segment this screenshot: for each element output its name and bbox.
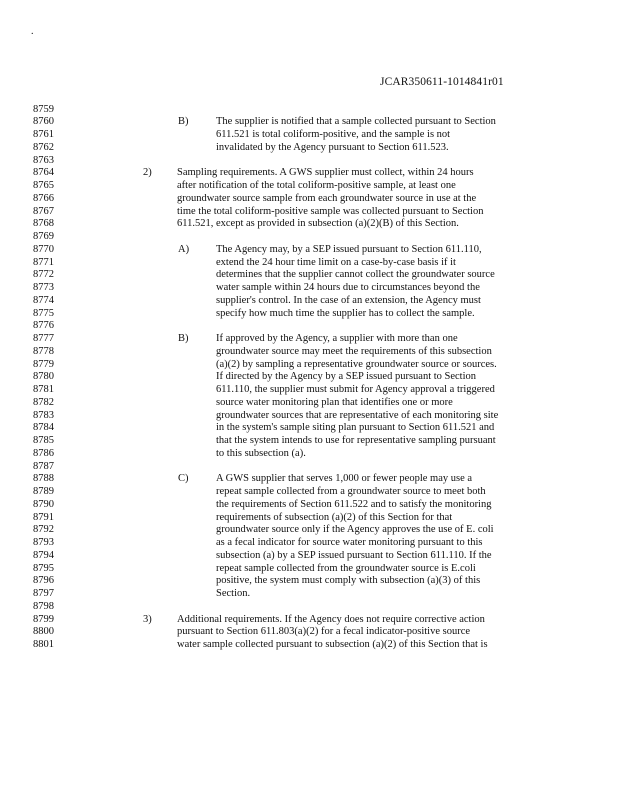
line-number: 8775	[33, 307, 54, 319]
line-number: 8785	[33, 435, 54, 446]
line-number: 8789	[33, 486, 54, 497]
line-number: 8794	[33, 549, 54, 561]
line-number: 8774	[33, 294, 54, 306]
line-number: 8765	[33, 180, 54, 191]
line-number: 8771	[33, 256, 54, 268]
text-line: (a)(2) by sampling a representative groundwater source or sources.	[216, 358, 497, 370]
paragraph-label: B)	[178, 116, 189, 128]
text-line: A GWS supplier that serves 1,000 or fewer people may use a	[216, 473, 473, 485]
paragraph-label: B)	[178, 333, 189, 344]
line-number: 8777	[33, 333, 54, 344]
text-line: repeat sample collected from the groundwater source is E.coli	[216, 562, 476, 574]
line-number: 8793	[33, 537, 54, 548]
text-line: If approved by the Agency, a supplier with more than one	[216, 333, 458, 344]
line-number: 8782	[33, 396, 54, 408]
text-line: extend the 24 hour time limit on a case-by-case basis if it	[216, 256, 456, 268]
line-number: 8796	[33, 575, 54, 587]
text-line: as a fecal indicator for source water monitoring pursuant to this	[216, 537, 483, 548]
line-number: 8764	[33, 167, 54, 179]
text-line: The Agency may, by a SEP issued pursuant to Section 611.110,	[216, 243, 482, 255]
text-line: to this subsection (a).	[216, 447, 306, 459]
text-line: If directed by the Agency by a SEP issued pursuant to Section	[216, 371, 477, 383]
paragraph-label: 3)	[143, 613, 152, 625]
document-header: JCAR350611-1014841r01	[380, 76, 504, 88]
text-line: 611.521 is total coliform-positive, and the sample is not	[216, 129, 451, 140]
text-line: positive, the system must comply with subsection (a)(3) of this	[216, 575, 481, 587]
line-number: 8791	[33, 511, 54, 523]
line-number: 8781	[33, 384, 54, 395]
line-number: 8798	[33, 600, 54, 612]
line-number: 8767	[33, 205, 54, 217]
line-number: 8768	[33, 218, 54, 230]
text-line: the requirements of Section 611.522 and to satisfy the monitoring	[216, 498, 492, 510]
line-number: 8778	[33, 345, 54, 357]
text-line: in the system's sample siting plan pursuant to Section 611.521 and	[216, 422, 495, 434]
line-number: 8759	[33, 103, 54, 115]
text-line: supplier's control. In the case of an extension, the Agency must	[216, 294, 481, 306]
text-line: subsection (a) by a SEP issued pursuant to Section 611.110. If the	[216, 549, 492, 561]
line-number: 8801	[33, 639, 54, 650]
text-line: source water monitoring plan that identifies one or more	[216, 396, 453, 408]
line-number: 8797	[33, 588, 54, 599]
line-number: 8763	[33, 154, 54, 166]
line-number: 8787	[33, 460, 54, 472]
paragraph-label: 2)	[143, 167, 152, 179]
line-number: 8762	[33, 141, 54, 153]
paragraph-label: C)	[178, 473, 189, 485]
text-line: groundwater source may meet the requirements of this subsection	[216, 345, 492, 357]
text-line: water sample within 24 hours due to circumstances beyond the	[216, 282, 480, 293]
line-number: 8761	[33, 129, 54, 140]
text-line: repeat sample collected from a groundwater source to meet both	[216, 486, 486, 497]
line-number: 8770	[33, 243, 54, 255]
paragraph-label: A)	[178, 243, 190, 255]
line-number: 8790	[33, 498, 54, 510]
line-number: 8792	[33, 524, 54, 536]
text-line: invalidated by the Agency pursuant to Section 611.523.	[216, 141, 449, 153]
line-number: 8769	[33, 231, 54, 242]
line-number: 8760	[33, 116, 54, 128]
text-line: groundwater sources that are representative of each monitoring site	[216, 409, 499, 421]
text-line: 611.521, except as provided in subsection (a)(2)(B) of this Section.	[177, 218, 459, 230]
text-line: pursuant to Section 611.803(a)(2) for a fecal indicator-positive source	[177, 626, 471, 638]
stray-mark: .	[31, 26, 34, 37]
line-number: 8786	[33, 447, 54, 459]
line-number: 8788	[33, 473, 54, 485]
line-number: 8780	[33, 371, 54, 383]
line-number: 8776	[33, 320, 54, 332]
line-number: 8784	[33, 422, 54, 434]
text-line: The supplier is notified that a sample collected pursuant to Section	[216, 116, 496, 128]
text-line: Additional requirements. If the Agency does not require corrective action	[177, 613, 485, 625]
text-line: groundwater source only if the Agency approves the use of E. coli	[216, 524, 494, 536]
text-line: determines that the supplier cannot collect the groundwater source	[216, 269, 495, 281]
line-number: 8772	[33, 269, 54, 281]
line-number: 8795	[33, 562, 54, 574]
text-line: time the total coliform-positive sample was collected pursuant to Section	[177, 205, 484, 217]
text-line: that the system intends to use for representative sampling pursuant	[216, 435, 496, 446]
text-line: Sampling requirements. A GWS supplier must collect, within 24 hours	[177, 167, 474, 179]
line-number: 8800	[33, 626, 54, 638]
text-line: Section.	[216, 588, 251, 599]
line-number: 8766	[33, 192, 54, 204]
line-number: 8773	[33, 282, 54, 293]
text-line: requirements of subsection (a)(2) of this Section for that	[216, 511, 453, 523]
text-line: groundwater source sample from each groundwater source in use at the	[177, 192, 477, 204]
line-number: 8779	[33, 358, 54, 370]
text-line: after notification of the total coliform-positive sample, at least one	[177, 180, 456, 191]
text-line: specify how much time the supplier has to collect the sample.	[216, 307, 475, 319]
text-line: water sample collected pursuant to subsection (a)(2) of this Section that is	[177, 639, 488, 650]
text-line: 611.110, the supplier must submit for Agency approval a triggered	[216, 384, 495, 395]
line-number: 8799	[33, 613, 54, 625]
line-number: 8783	[33, 409, 54, 421]
